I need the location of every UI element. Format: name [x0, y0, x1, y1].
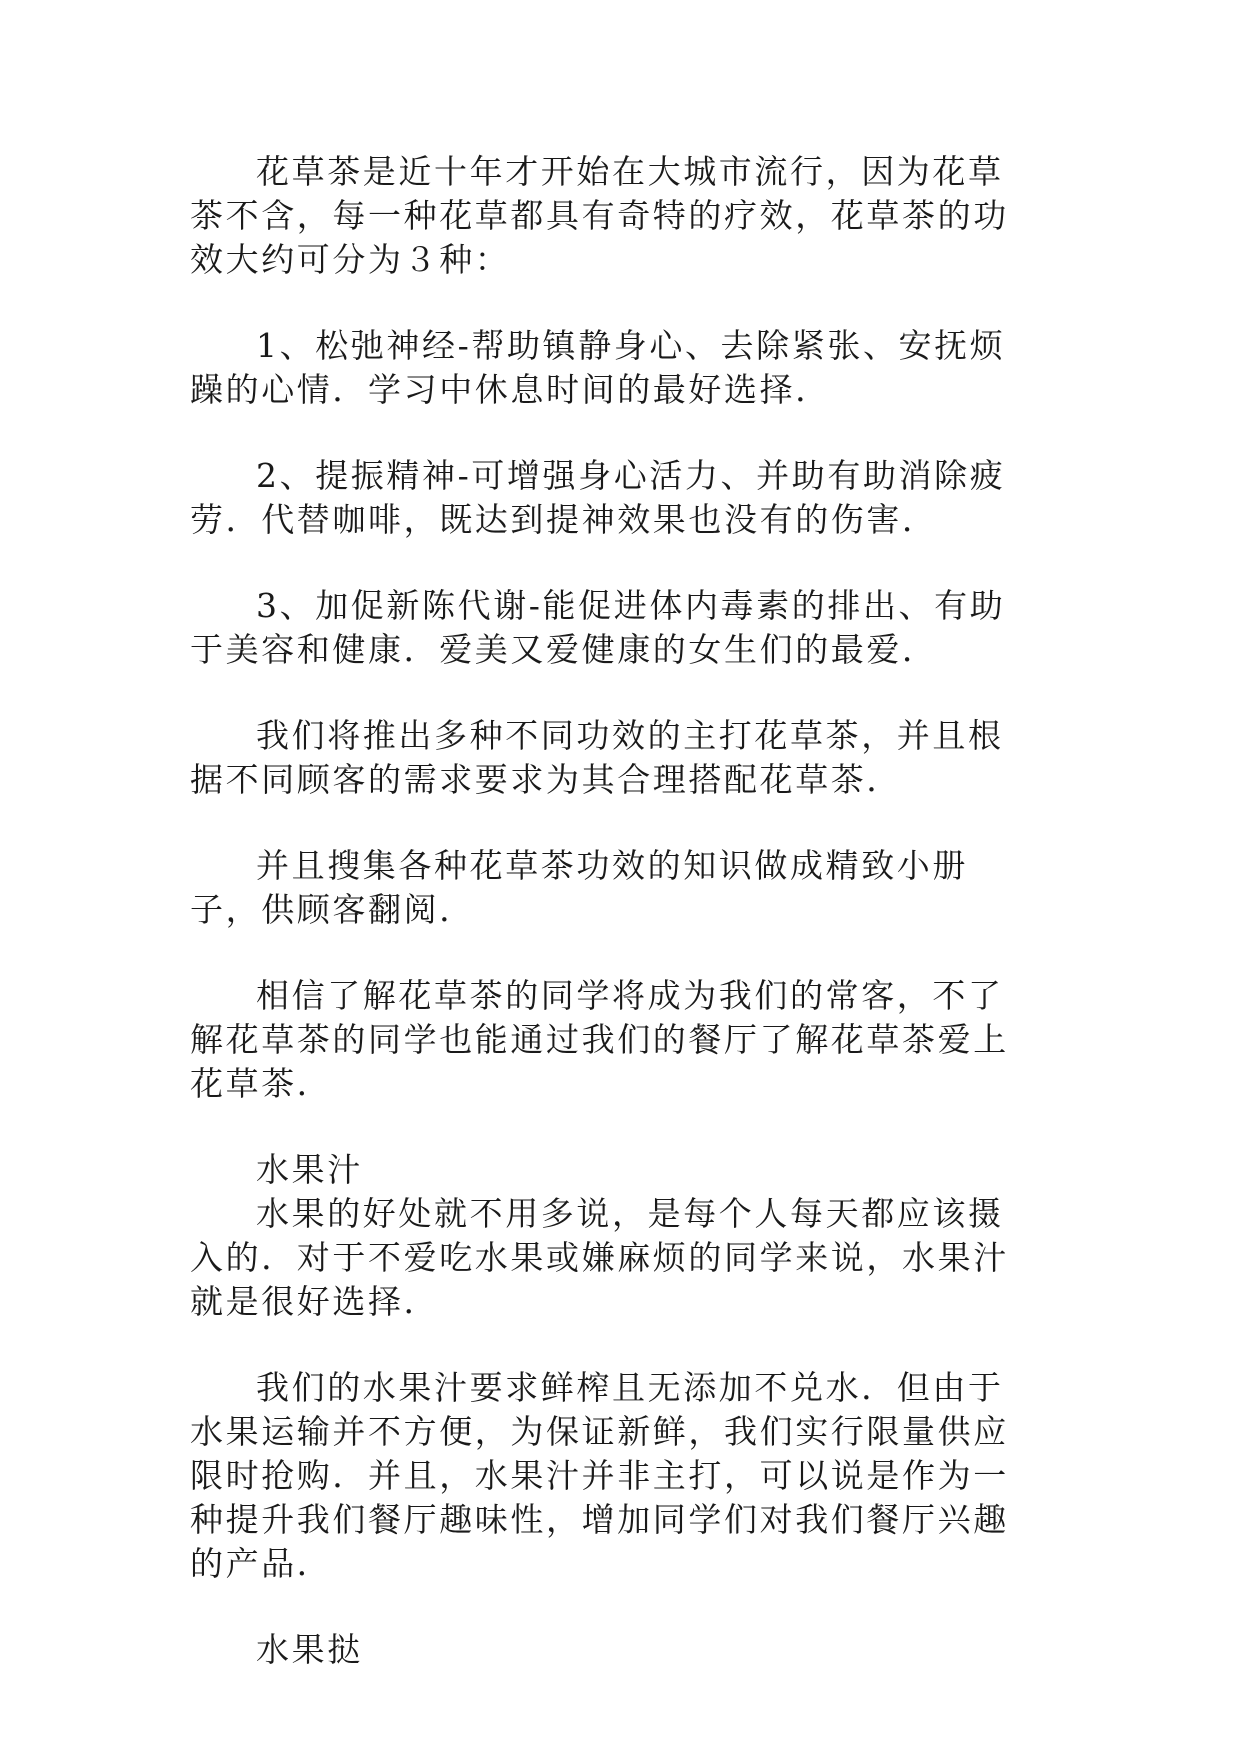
section-heading-fruit-tart: 水果挞: [256, 1630, 363, 1669]
paragraph-herbal-tea-plan: 我们将推出多种不同功效的主打花草茶，并且根据不同顾客的需求要求为其合理搭配花草茶．: [190, 716, 1004, 799]
paragraph-fruit-juice-policy: 我们的水果汁要求鲜榨且无添加不兑水．但由于水果运输并不方便，为保证新鲜，我们实行限量供应限时抢购．并且，水果汁并非主打，可以说是作为一种提升我们餐厅趣味性，增加同学们对我们餐厅兴趣的产品．: [190, 1368, 1009, 1583]
paragraph-effect-metabolism: 3、加促新陈代谢-能促进体内毒素的排出、有助于美容和健康．爱美又爱健康的女生们的最爱．: [190, 586, 1006, 669]
paragraph-booklet: 并且搜集各种花草茶功效的知识做成精致小册子，供顾客翻阅．: [190, 846, 968, 929]
paragraph-herbal-tea-intro: 花草茶是近十年才开始在大城市流行，因为花草茶不含，每一种花草都具有奇特的疗效，花草茶的功效大约可分为３种：: [190, 152, 1009, 279]
document-body: [190, 150, 1020, 1714]
section-heading-fruit-juice: 水果汁: [256, 1150, 363, 1189]
paragraph-effect-relax: 1、松弛神经-帮助镇静身心、去除紧张、安抚烦躁的心情．学习中休息时间的最好选择．: [190, 326, 1006, 409]
paragraph-effect-refresh: 2、提振精神-可增强身心活力、并助有助消除疲劳．代替咖啡，既达到提神效果也没有的伤害．: [190, 456, 1006, 539]
paragraph-customers: 相信了解花草茶的同学将成为我们的常客，不了解花草茶的同学也能通过我们的餐厅了解花草茶爱上花草茶．: [190, 976, 1009, 1103]
paragraph-fruit-juice-benefits: 水果的好处就不用多说，是每个人每天都应该摄入的．对于不爱吃水果或嫌麻烦的同学来说，水果汁就是很好选择．: [190, 1194, 1009, 1321]
